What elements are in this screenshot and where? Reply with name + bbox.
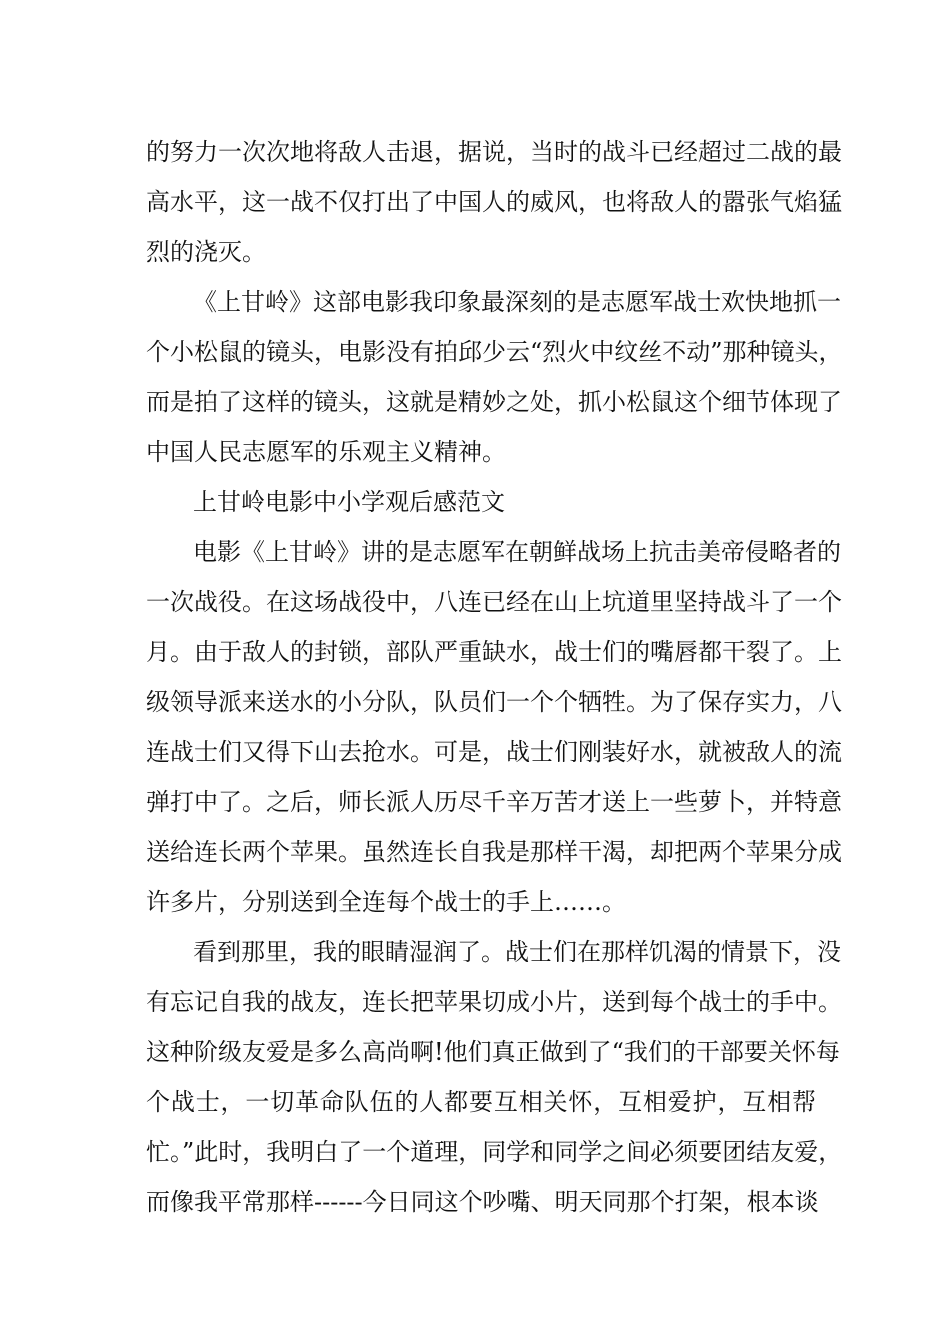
text-line-19: 这种阶级友爱是多么高尚啊!他们真正做到了“我们的干部要关怀每 (146, 1038, 840, 1066)
text-line-4: 《上甘岭》这部电影我印象最深刻的是志愿军战士欢快地抓一 (193, 288, 841, 316)
text-line-5: 个小松鼠的镜头，电影没有拍邱少云“烈火中纹丝不动”那种镜头， (146, 338, 843, 366)
text-line-10: 一次战役。在这场战役中，八连已经在山上坑道里坚持战斗了一个 (146, 588, 842, 616)
text-line-21: 忙。”此时，我明白了一个道理，同学和同学之间必须要团结友爱， (146, 1138, 843, 1166)
text-line-13: 连战士们又得下山去抢水。可是，战士们刚装好水，就被敌人的流 (146, 738, 842, 766)
text-line-18: 有忘记自我的战友，连长把苹果切成小片，送到每个战士的手中。 (146, 988, 842, 1016)
text-line-14: 弹打中了。之后，师长派人历尽千辛万苦才送上一些萝卜，并特意 (146, 788, 842, 816)
text-line-9: 电影《上甘岭》讲的是志愿军在朝鲜战场上抗击美帝侵略者的 (193, 538, 841, 566)
text-line-3: 烈的浇灭。 (146, 238, 266, 266)
text-line-20: 个战士，一切革命队伍的人都要互相关怀，互相爱护，互相帮 (146, 1088, 816, 1116)
text-line-11: 月。由于敌人的封锁，部队严重缺水，战士们的嘴唇都干裂了。上 (146, 638, 842, 666)
text-line-15: 送给连长两个苹果。虽然连长自我是那样干渴，却把两个苹果分成 (146, 838, 842, 866)
text-line-6: 而是拍了这样的镜头，这就是精妙之处，抓小松鼠这个细节体现了 (146, 388, 842, 416)
text-line-7: 中国人民志愿军的乐观主义精神。 (146, 438, 506, 466)
text-line-12: 级领导派来送水的小分队，队员们一个个牺牲。为了保存实力，八 (146, 688, 842, 716)
text-line-17: 看到那里，我的眼睛湿润了。战士们在那样饥渴的情景下，没 (193, 938, 841, 966)
text-line-1: 的努力一次次地将敌人击退，据说，当时的战斗已经超过二战的最 (146, 138, 842, 166)
text-line-16: 许多片，分别送到全连每个战士的手上……。 (146, 888, 626, 916)
text-line-22: 而像我平常那样------今日同这个吵嘴、明天同那个打架，根本谈 (146, 1188, 819, 1216)
text-line-2: 高水平，这一战不仅打出了中国人的威风，也将敌人的嚣张气焰猛 (146, 188, 842, 216)
section-heading: 上甘岭电影中小学观后感范文 (193, 488, 505, 516)
